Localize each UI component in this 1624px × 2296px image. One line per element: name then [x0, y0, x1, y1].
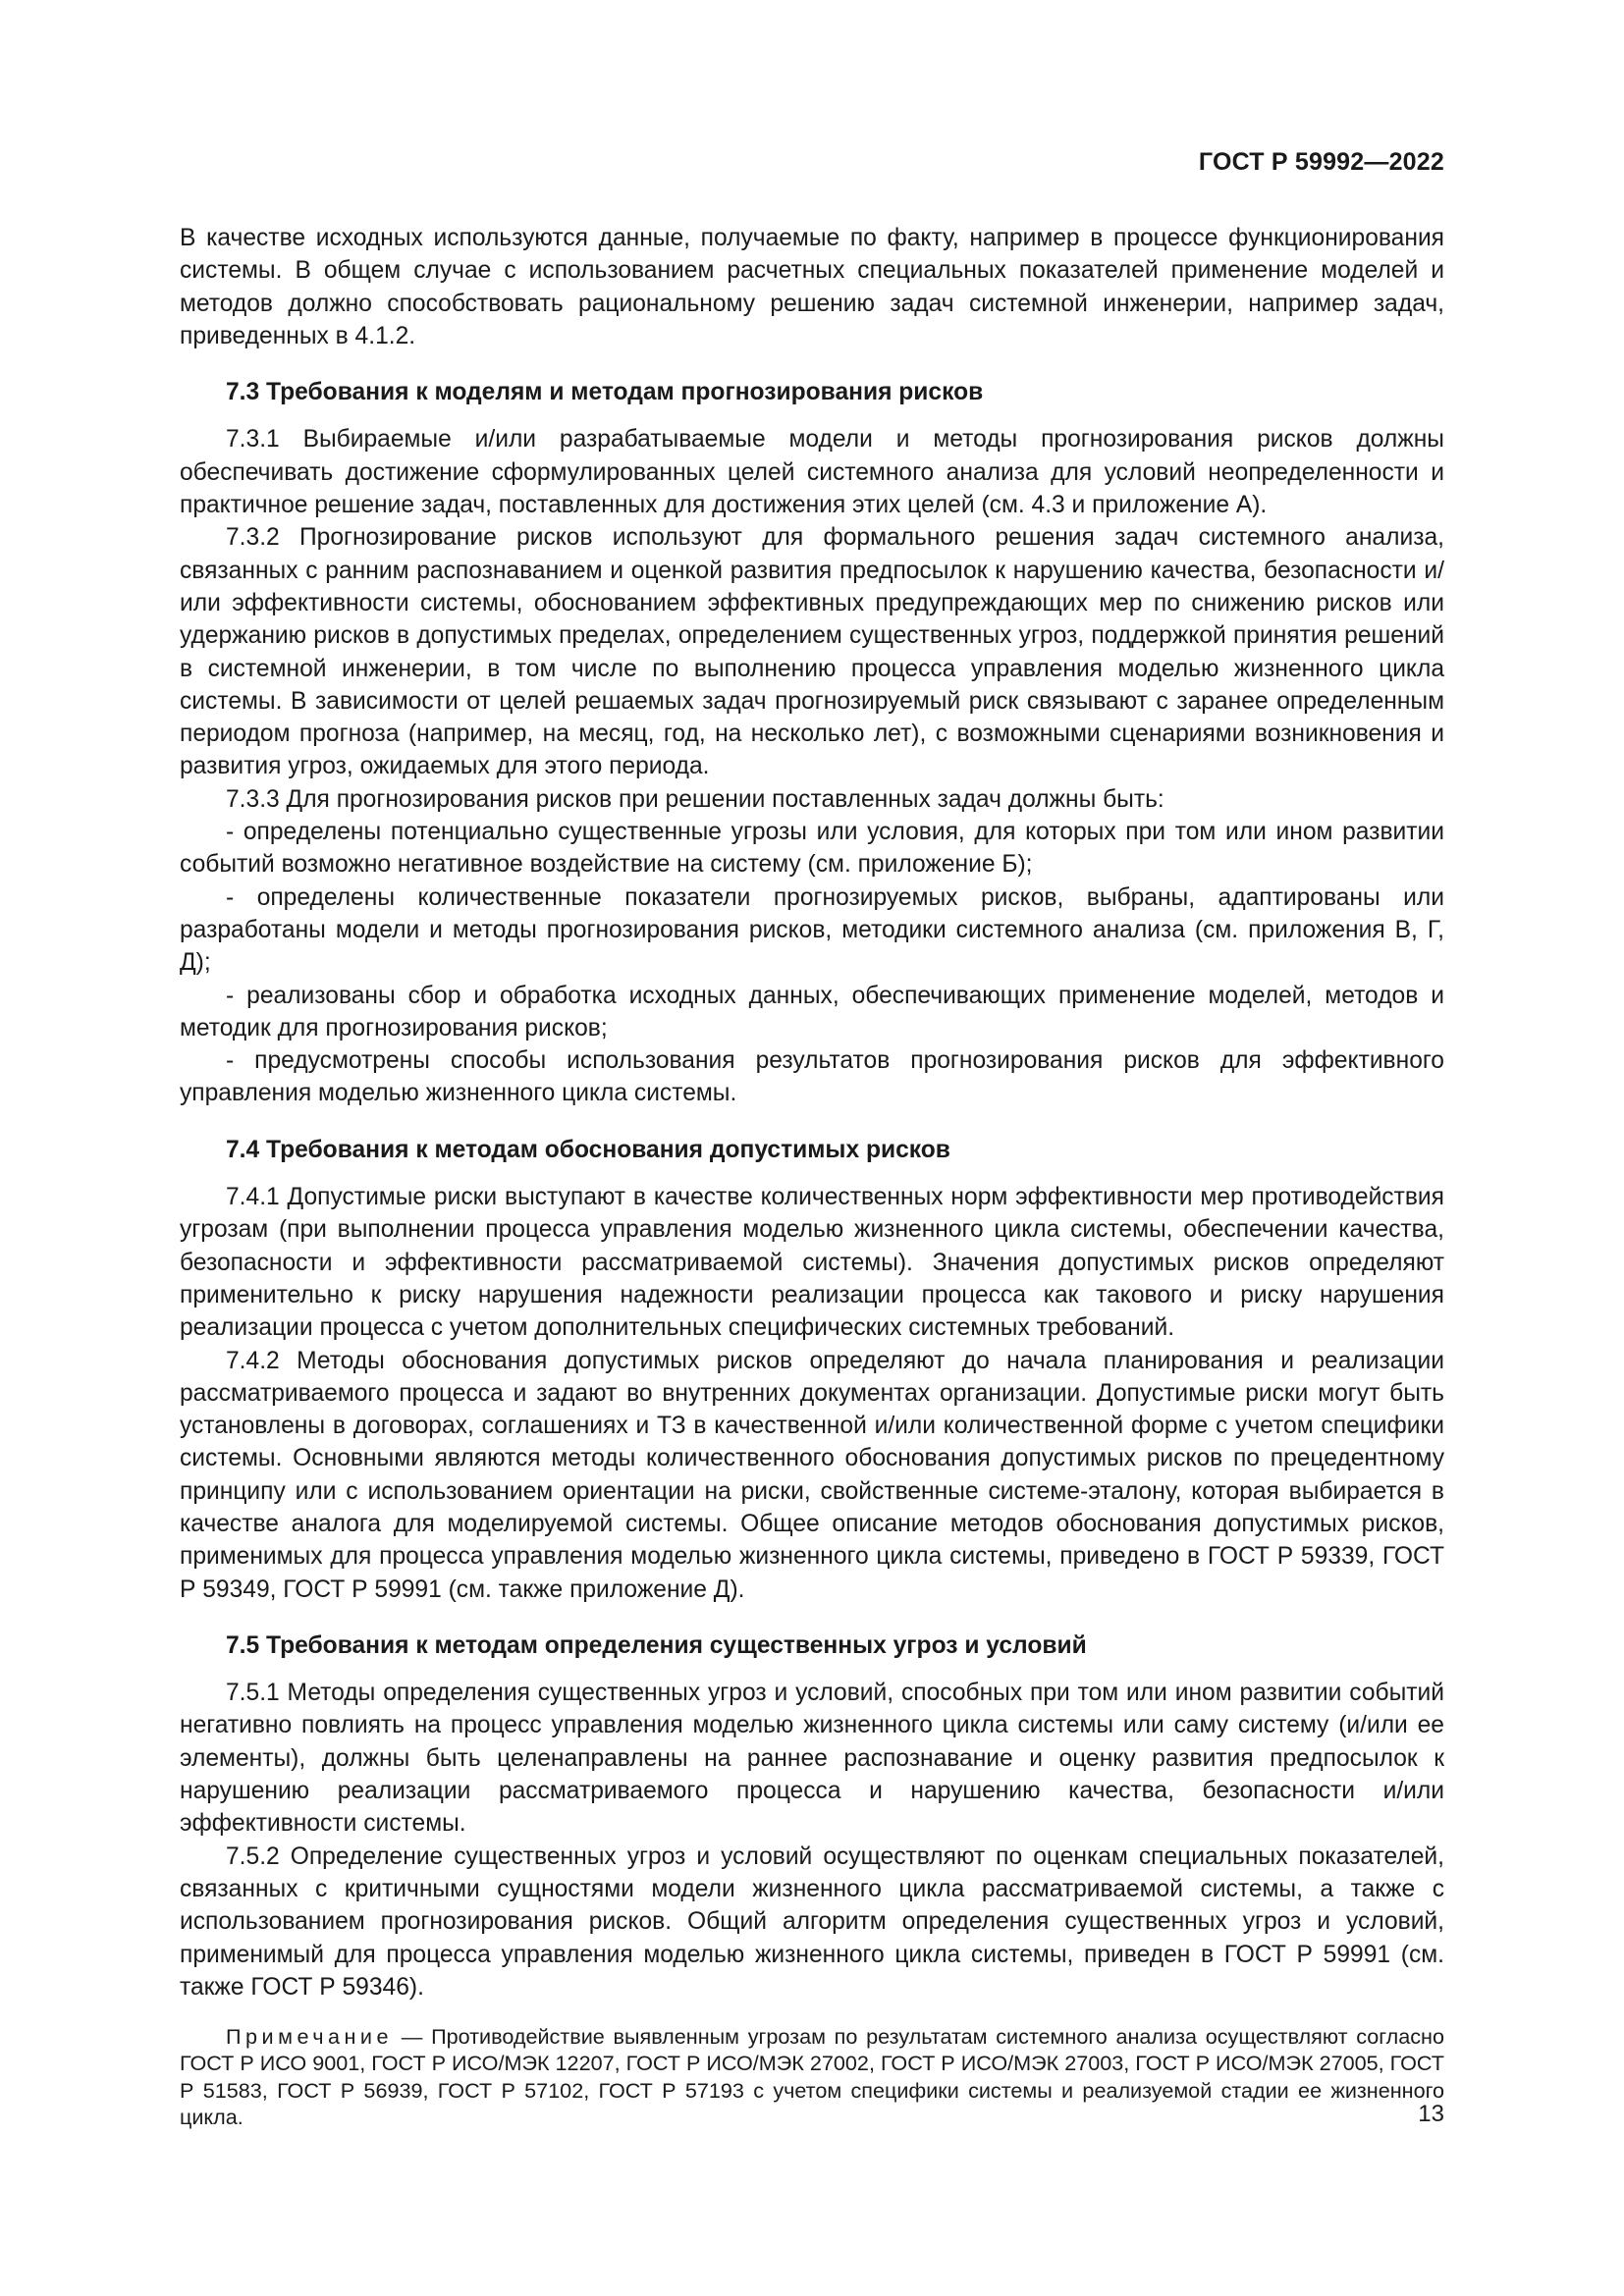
paragraph-7-4-1: 7.4.1 Допустимые риски выступают в качестве количественных норм эффективности мер противодействия угрозам (при выполнении процесса управления моделью жизненного цикла системы, обеспечении качества, безопасности и эффективности рассматриваемой системы). Значения допустимых рисков определяют применительно к риску нарушения надежности реализации процесса как такового и риску нарушения реализации процесса с учетом дополнительных специфических системных требований. — [180, 1184, 1444, 1342]
paragraph-7-4-2: 7.4.2 Методы обоснования допустимых рисков определяют до начала планирования и реализации рассматриваемого процесса и задают во внутренних документах организации. Допустимые риски могут быть установлены в договорах, соглашениях и ТЗ в качественной и/или количественной форме с учетом специфики системы. Основными являются методы количественного обоснования допустимых рисков по прецедентному принципу или с использованием ориентации на риски, свойственные системе-эталону, которая выбирается в качестве аналога для моделируемой системы. Общее описание методов обоснования допустимых рисков, применимых для процесса управления моделью жизненного цикла системы, приведено в ГОСТ Р 59339, ГОСТ Р 59349, ГОСТ Р 59991 (см. также приложение Д). — [180, 1347, 1444, 1603]
section-7-3-title: 7.3 Требования к моделям и методам прогнозирования рисков — [226, 379, 984, 406]
list-item: - определены потенциально существенные угрозы или условия, для которых при том или ином развитии событий возможно негативное воздействие на систему (см. приложение Б); — [180, 819, 1444, 879]
list-item: - реализованы сбор и обработка исходных данных, обеспечивающих применение моделей, методов и методик для прогнозирования рисков; — [180, 982, 1444, 1041]
note-label: Примечание — [226, 2024, 393, 2050]
list-item: - определены количественные показатели прогнозируемых рисков, выбраны, адаптированы или разработаны модели и методы прогнозирования рисков, методики системного анализа (см. приложения В, Г, Д); — [180, 883, 1444, 977]
paragraph-7-5-1: 7.5.1 Методы определения существенных угроз и условий, способных при том или ином развитии событий негативно повлиять на процесс управления моделью жизненного цикла системы или саму систему (и/или ее элементы), должны быть целенаправлены на раннее распознавание и оценку развития предпосылок к нарушению реализации рассматриваемого процесса и нарушению качества, безопасности и/или эффективности системы. — [180, 1680, 1444, 1838]
paragraph-7-3-3: 7.3.3 Для прогнозирования рисков при решении поставленных задач должны быть: — [226, 785, 1164, 813]
intro-paragraph: В качестве исходных используются данные, получаемые по факту, например в процессе функционирования системы. В общем случае с использованием расчетных специальных показателей применение моделей и методов должно способствовать рациональному решению задач системной инженерии, например задач, приведенных в 4.1.2. — [180, 225, 1444, 349]
section-7-4-title: 7.4 Требования к методам обоснования допустимых рисков — [226, 1136, 950, 1163]
paragraph-7-5-2: 7.5.2 Определение существенных угроз и условий осуществляют по оценкам специальных показателей, связанных с критичными сущностями модели жизненного цикла рассматриваемой системы, а также с использованием прогнозирования рисков. Общий алгоритм определения существенных угроз и условий, применимый для процесса управления моделью жизненного цикла системы, приведен в ГОСТ Р 59991 (см. также ГОСТ Р 59346). — [180, 1842, 1444, 2001]
note — [180, 2023, 1444, 2130]
page-content — [180, 222, 1444, 2152]
note-text: — Противодействие выявленным угрозам по результатам системного анализа осуществляют согласно ГОСТ Р ИСО 9001, ГОСТ Р ИСО/МЭК 12207, ГОСТ Р ИСО/МЭК 27002, ГОСТ Р ИСО/МЭК 27003, ГОСТ Р ИСО/МЭК 27005, ГОСТ Р 51583, ГОСТ Р 56939, ГОСТ Р 57102, ГОСТ Р 57193 с учетом специфики системы и реализуемой стадии ее жизненного цикла. — [180, 2024, 1444, 2129]
section-7-5-title: 7.5 Требования к методам определения существенных угроз и условий — [226, 1631, 1087, 1659]
paragraph-7-3-1: 7.3.1 Выбираемые и/или разрабатываемые модели и методы прогнозирования рисков должны обеспечивать достижение сформулированных целей системного анализа для условий неопределенности и практичное решение задач, поставленных для достижения этих целей (см. 4.3 и приложение А). — [180, 426, 1444, 519]
list-item: - предусмотрены способы использования результатов прогнозирования рисков для эффективного управления моделью жизненного цикла системы. — [180, 1047, 1444, 1107]
page-number: 13 — [1418, 2101, 1444, 2127]
paragraph-7-3-2: 7.3.2 Прогнозирование рисков используют для формального решения задач системного анализа, связанных с ранним распознаванием и оценкой развития предпосылок к нарушению качества, безопасности и/или эффективности системы, обоснованием эффективных предупреждающих мер по снижению рисков или удержанию рисков в допустимых пределах, определением существенных угроз, поддержкой принятия решений в системной инженерии, в том числе по выполнению процесса управления моделью жизненного цикла системы. В зависимости от целей решаемых задач прогнозируемый риск связывают с заранее определенным периодом прогноза (например, на месяц, год, на несколько лет), с возможными сценариями возникновения и развития угроз, ожидаемых для этого периода. — [180, 524, 1444, 780]
document-code-header: ГОСТ Р 59992—2022 — [1198, 148, 1444, 176]
